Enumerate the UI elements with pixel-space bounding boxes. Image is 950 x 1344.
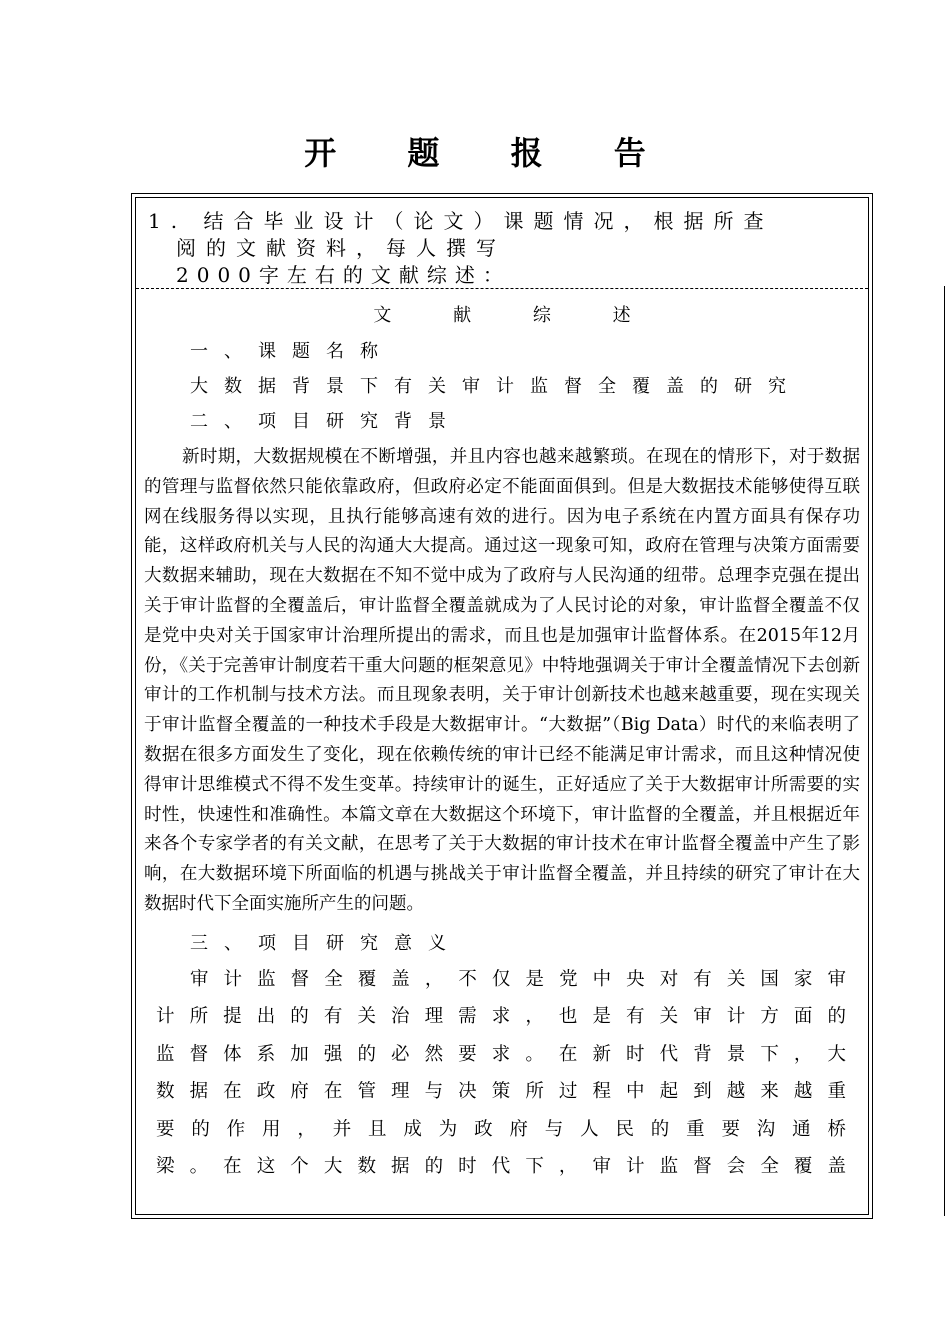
instruction-line-2: 阅的文献资料，每人撰写 (176, 236, 506, 260)
margin-line (944, 286, 945, 1216)
section-3-heading: 三、项目研究意义 (190, 932, 462, 954)
instruction-cell (148, 208, 856, 289)
significance-line: 数据在政府在管理与决策所过程中起到越来越重 (156, 1081, 846, 1103)
section-heading: 文 献 综 述 (373, 305, 659, 326)
significance-line: 监督体系加强的必然要求。在新时代背景下，大 (156, 1043, 846, 1065)
cell-divider (136, 288, 868, 289)
review-content (144, 298, 860, 1186)
background-paragraph: 新时期，大数据规模在不断增强，并且内容也越来越繁琐。在现在的情形下，对于数据的管理与监督依然只能依靠政府，但政府必定不能面面俱到。但是大数据技术能够使得互联网在线服务得以实现，且执行能够高速有效的进行。因为电子系统在内置方面具有保存功能，这样政府机关与人民的沟通大大提高。通过这一现象可知，政府在管理与决策方面需要大数据来辅助，现在大数据在不知不觉中成为了政府与人民沟通的纽带。总理李克强在提出关于审计监督的全覆盖后，审计监督全覆盖就成为了人民讨论的对象，审计监督全覆盖不仅是党中央对关于国家审计治理所提出的需求，而且也是加强审计监督体系。在2015年12月份，《关于完善审计制度若干重大问题的框架意见》中特地强调关于审计全覆盖情况下去创新审计的工作机制与技术方法。而且现象表明，关于审计创新技术也越来越重要，现在实现关于审计监督全覆盖的一种技术手段是大数据审计。“大数据”（Big Data）时代的来临表明了数据在很多方面发生了变化，现在依赖传统的审计已经不能满足审计需求，而且这种情况使得审计思维模式不得不发生变革。持续审计的诞生，正好适应了关于大数据审计所需要的实时性，快速性和准确性。本篇文章在大数据这个环境下，审计监督的全覆盖，并且根据近年来各个专家学者的有关文献，在思考了关于大数据的审计技术在审计监督全覆盖中产生了影响，在大数据环境下所面临的机遇与挑战关于审计监督全覆盖，并且持续的研究了审计在大数据时代下全面实施所产生的问题。 (144, 447, 860, 914)
significance-line: 要的作用，并且成为政府与人民的重要沟通桥 (156, 1118, 846, 1140)
report-table (131, 193, 873, 1219)
section-2-heading: 二、项目研究背景 (190, 411, 462, 432)
page-title: 开 题 报 告 (304, 134, 676, 172)
significance-line: 计所提出的有关治理需求，也是有关审计方面的 (156, 1006, 846, 1028)
instruction-line-1: 1. 结合毕业设计（论文）课题情况，根据所查 (148, 209, 774, 233)
significance-line: 梁。在这个大数据的时代下，审计监督会全覆盖 (156, 1156, 846, 1178)
project-title: 大数据背景下有关审计监督全覆盖的研究 (190, 376, 802, 397)
section-1-heading: 一、课题名称 (190, 341, 394, 362)
significance-line: 审计监督全覆盖，不仅是党中央对有关国家审 (190, 968, 846, 990)
significance-paragraph (144, 961, 860, 1186)
instruction-line-3: 2000字左右的文献综述： (176, 263, 511, 287)
report-table-inner (135, 197, 869, 1215)
